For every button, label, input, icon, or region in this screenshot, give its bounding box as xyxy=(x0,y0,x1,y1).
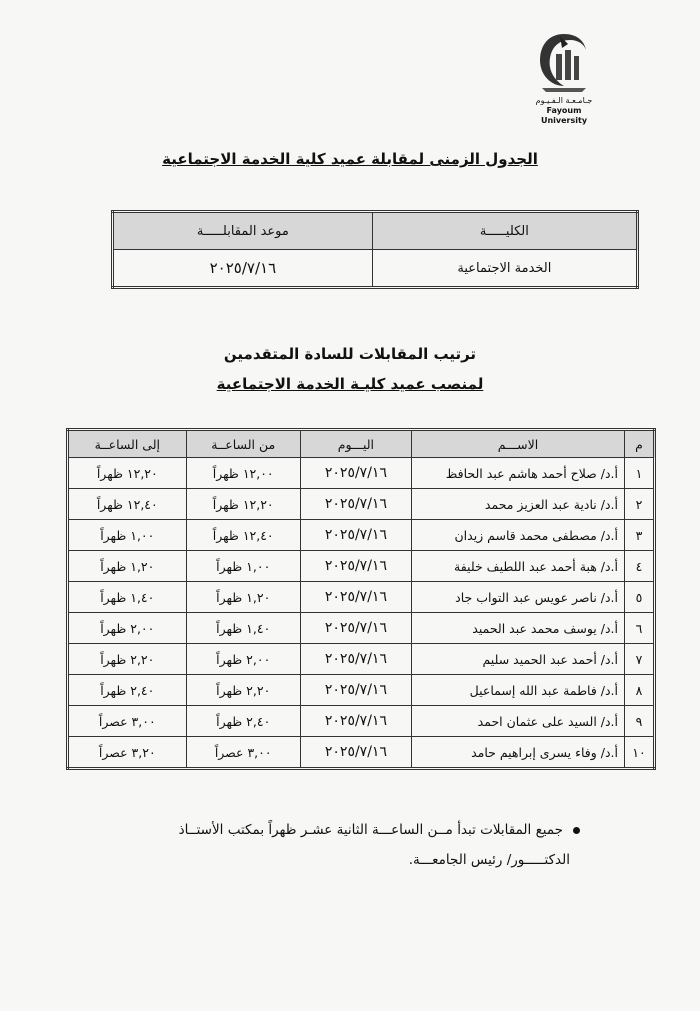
table-row xyxy=(68,520,655,551)
page-title: الجدول الزمنى لمقابلة عميد كلية الخدمة الاجتماعية xyxy=(162,150,538,168)
time-from: ١٢,٢٠ ظهراً xyxy=(186,489,300,520)
candidate-name: أ.د/ هبة أحمد عبد اللطيف خليفة xyxy=(412,551,625,582)
candidate-name: أ.د/ نادية عبد العزيز محمد xyxy=(412,489,625,520)
table-row xyxy=(68,551,655,582)
interview-day: ٢٠٢٥/٧/١٦ xyxy=(300,489,411,520)
university-emblem-icon xyxy=(534,30,594,98)
time-to: ٢,٢٠ ظهراً xyxy=(68,644,187,675)
interview-day: ٢٠٢٥/٧/١٦ xyxy=(300,582,411,613)
interview-date-header: موعد المقابلـــــة xyxy=(113,212,373,250)
subtitle-dean-position: لمنصب عميد كليـة الخدمة الاجتماعية xyxy=(216,375,484,393)
table-row xyxy=(68,644,655,675)
logo-english-text: Fayoum University xyxy=(540,106,588,125)
row-number: ٥ xyxy=(625,582,655,613)
row-number: ٤ xyxy=(625,551,655,582)
table-row xyxy=(68,613,655,644)
candidate-name: أ.د/ ناصر عويس عبد التواب جاد xyxy=(412,582,625,613)
interview-day: ٢٠٢٥/٧/١٦ xyxy=(300,706,411,737)
time-from: ١٢,٤٠ ظهراً xyxy=(186,520,300,551)
row-number: ٨ xyxy=(625,675,655,706)
interview-day: ٢٠٢٥/٧/١٦ xyxy=(300,551,411,582)
faculty-value: الخدمة الاجتماعية xyxy=(372,250,637,288)
time-from: ١,٠٠ ظهراً xyxy=(186,551,300,582)
row-number: ٢ xyxy=(625,489,655,520)
header-day: اليـــوم xyxy=(300,430,411,458)
schedule-table xyxy=(66,428,656,770)
time-to: ٣,٢٠ عصراً xyxy=(68,737,187,769)
subtitle-interview-order: ترتيب المقابلات للسادة المتقدمين xyxy=(223,345,477,363)
header-name: الاســـم xyxy=(412,430,625,458)
time-from: ٢,٠٠ ظهراً xyxy=(186,644,300,675)
bullet-icon xyxy=(573,827,580,834)
candidate-name: أ.د/ صلاح أحمد هاشم عبد الحافظ xyxy=(412,458,625,489)
time-to: ١٢,٤٠ ظهراً xyxy=(68,489,187,520)
table-row xyxy=(68,737,655,769)
time-from: ١,٤٠ ظهراً xyxy=(186,613,300,644)
header-number: م xyxy=(625,430,655,458)
note xyxy=(110,815,580,875)
candidate-name: أ.د/ فاطمة عبد الله إسماعيل xyxy=(412,675,625,706)
note-line-2: الدكتـــــور/ رئيس الجامعـــة. xyxy=(408,852,570,868)
table-row xyxy=(68,706,655,737)
table-row xyxy=(68,675,655,706)
time-to: ٢,٤٠ ظهراً xyxy=(68,675,187,706)
interview-day: ٢٠٢٥/٧/١٦ xyxy=(300,520,411,551)
time-to: ١٢,٢٠ ظهراً xyxy=(68,458,187,489)
interview-day: ٢٠٢٥/٧/١٦ xyxy=(300,675,411,706)
time-from: ١,٢٠ ظهراً xyxy=(186,582,300,613)
candidate-name: أ.د/ أحمد عبد الحميد سليم xyxy=(412,644,625,675)
time-to: ١,٢٠ ظهراً xyxy=(68,551,187,582)
row-number: ٦ xyxy=(625,613,655,644)
interview-date-value: ٢٠٢٥/٧/١٦ xyxy=(113,250,373,288)
time-from: ١٢,٠٠ ظهراً xyxy=(186,458,300,489)
time-to: ٣,٠٠ عصراً xyxy=(68,706,187,737)
table-row xyxy=(68,489,655,520)
candidate-name: أ.د/ وفاء يسرى إبراهيم حامد xyxy=(412,737,625,769)
interview-day: ٢٠٢٥/٧/١٦ xyxy=(300,737,411,769)
university-logo xyxy=(528,30,600,125)
table-row xyxy=(68,458,655,489)
faculty-table xyxy=(111,210,639,289)
header-to: إلى الساعــة xyxy=(68,430,187,458)
row-number: ٧ xyxy=(625,644,655,675)
row-number: ١٠ xyxy=(625,737,655,769)
time-to: ١,٠٠ ظهراً xyxy=(68,520,187,551)
table-row xyxy=(68,582,655,613)
time-to: ٢,٠٠ ظهراً xyxy=(68,613,187,644)
row-number: ٣ xyxy=(625,520,655,551)
row-number: ٩ xyxy=(625,706,655,737)
time-from: ٢,٢٠ ظهراً xyxy=(186,675,300,706)
time-from: ٢,٤٠ ظهراً xyxy=(186,706,300,737)
logo-arabic-text: جـامـعـة الـفـيـوم xyxy=(535,96,593,105)
row-number: ١ xyxy=(625,458,655,489)
interview-day: ٢٠٢٥/٧/١٦ xyxy=(300,613,411,644)
time-from: ٣,٠٠ عصراً xyxy=(186,737,300,769)
interview-day: ٢٠٢٥/٧/١٦ xyxy=(300,644,411,675)
time-to: ١,٤٠ ظهراً xyxy=(68,582,187,613)
header-from: من الساعــة xyxy=(186,430,300,458)
note-line-1: جميع المقابلات تبدأ مــن الساعـــة الثانية عشـر ظهراً بمكتب الأستــاذ xyxy=(178,822,563,838)
interview-day: ٢٠٢٥/٧/١٦ xyxy=(300,458,411,489)
candidate-name: أ.د/ يوسف محمد عبد الحميد xyxy=(412,613,625,644)
faculty-header: الكليـــــة xyxy=(372,212,637,250)
candidate-name: أ.د/ مصطفى محمد قاسم زيدان xyxy=(412,520,625,551)
candidate-name: أ.د/ السيد على عثمان احمد xyxy=(412,706,625,737)
